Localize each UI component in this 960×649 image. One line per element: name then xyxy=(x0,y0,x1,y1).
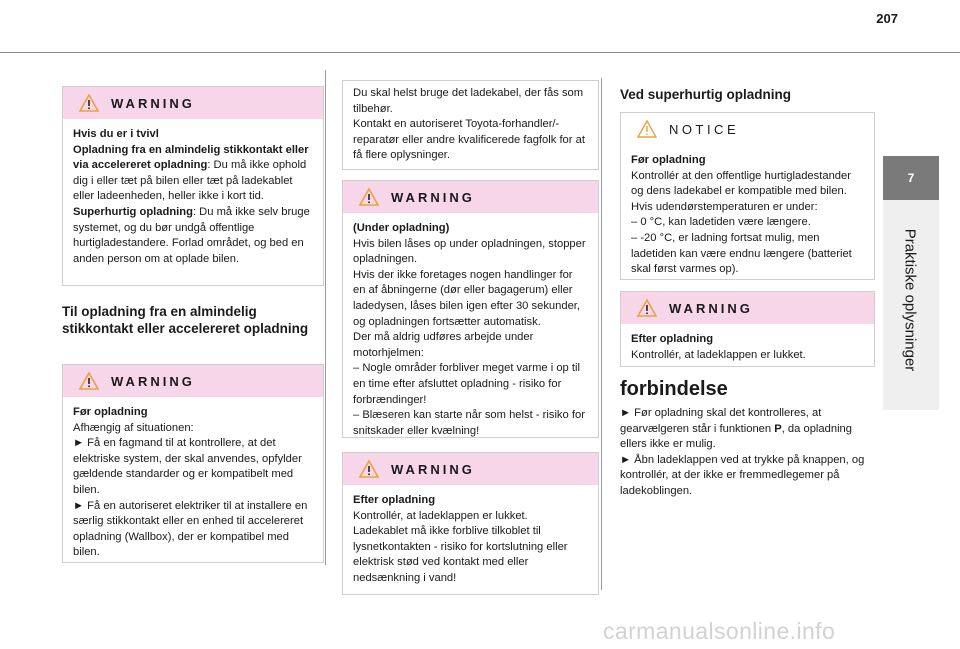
bold-term: Opladning fra en almindelig stikkontakt eller via accelereret opladning xyxy=(73,143,309,172)
warning-triangle-icon xyxy=(637,299,657,317)
chapter-tab[interactable]: 7 xyxy=(883,156,939,200)
warning-body xyxy=(343,485,598,595)
warning-header xyxy=(63,87,323,119)
warning-title: Efter opladning xyxy=(353,494,436,506)
column-divider xyxy=(601,78,602,590)
warning-box xyxy=(342,452,599,595)
warning-paragraph xyxy=(73,143,313,205)
warning-header xyxy=(343,181,598,213)
warning-label: WARNING xyxy=(111,373,195,389)
warning-label: WARNING xyxy=(391,461,475,477)
warning-title: Før opladning xyxy=(73,406,148,418)
warning-triangle-icon xyxy=(79,372,99,390)
warning-title: Efter opladning xyxy=(631,333,714,345)
info-box xyxy=(342,80,599,170)
warning-paragraph: Afhængig af situationen: xyxy=(73,421,194,434)
watermark: carmanualsonline.info xyxy=(603,618,836,644)
warning-header xyxy=(343,453,598,485)
warning-triangle-icon xyxy=(79,94,99,112)
warning-label: WARNING xyxy=(391,189,475,205)
section-heading: Ved superhurtig opladning xyxy=(620,87,792,102)
warning-title: Hvis du er i tvivl xyxy=(73,128,159,140)
warning-body xyxy=(63,397,323,569)
bold-term: Superhurtig opladning xyxy=(73,205,193,218)
notice-paragraph: Kontrollér at den offentlige hurtigladestander og dens ladekabel er kompatible med bilen. xyxy=(631,169,851,198)
page-number: 207 xyxy=(876,11,898,26)
warning-header xyxy=(63,365,323,397)
notice-paragraph: – 0 °C, kan ladetiden være længere. xyxy=(631,216,811,229)
notice-box xyxy=(620,112,875,280)
warning-paragraph xyxy=(73,205,313,267)
chapter-title: Praktiske oplysninger xyxy=(901,228,919,372)
warning-paragraph: ► Få en fagmand til at kontrollere, at det elektriske system, der skal anvendes, opfylder gældende standarder og er kompatibelt med bilen. xyxy=(73,437,302,496)
warning-paragraph: Der må aldrig udføres arbejde under motorhjelmen: xyxy=(353,331,534,359)
warning-body xyxy=(63,119,323,275)
body-paragraph: ► Åbn ladeklappen ved at trykke på knappen, og kontrollér, at der ikke er fremmedlegemer på ladekoblingen. xyxy=(620,453,865,497)
warning-paragraph: Hvis der ikke foretages nogen handlinger for en af åbningerne (dør eller bagagerum) eller ladedysen, låses bilen igen efter 30 sekunder, og opladningen fortsætter automatisk. xyxy=(353,268,581,328)
notice-body xyxy=(621,145,874,286)
warning-paragraph: Kontrollér, at ladeklappen er lukket. xyxy=(353,509,528,522)
warning-triangle-icon xyxy=(359,460,379,478)
warning-title: (Under opladning) xyxy=(353,222,450,234)
notice-paragraph: – -20 °C, er ladning fortsat mulig, men ladetiden kan være endnu længere (batteriet skal først varmes op). xyxy=(631,231,852,276)
notice-triangle-icon xyxy=(637,120,657,138)
bold-term: P xyxy=(774,422,782,435)
warning-paragraph: Hvis bilen låses op under opladningen, stopper opladningen. xyxy=(353,237,586,266)
body-text xyxy=(620,406,870,500)
warning-paragraph: – Blæseren kan starte når som helst - risiko for snitskader eller kvælning! xyxy=(353,409,585,437)
paragraph-text: ► Før opladning skal det kontrolleres, at gearvælgeren står i funktionen xyxy=(620,407,822,435)
body-paragraph xyxy=(620,406,870,453)
paragraph-text: : Du må ikke selv bruge systemet, og du bør undgå offentlige hurtigladestandere. Forlad området, og bed en anden person om at oplade bilen. xyxy=(73,205,310,265)
warning-paragraph: ► Få en autoriseret elektriker til at installere en særlig stikkontakt eller en enhed til accelereret opladning (Wallbox), der er kompatibel med bilen. xyxy=(73,499,308,559)
warning-paragraph: Kontrollér, at ladeklappen er lukket. xyxy=(631,348,806,361)
warning-header xyxy=(621,292,874,324)
header-divider xyxy=(0,52,960,53)
warning-body xyxy=(621,324,874,371)
warning-box xyxy=(620,291,875,367)
section-title: forbindelse xyxy=(620,378,728,400)
paragraph-text: , da opladning ellers ikke er mulig. xyxy=(620,422,852,451)
notice-paragraph: Hvis udendørstemperaturen er under: xyxy=(631,200,818,213)
warning-body xyxy=(343,213,598,447)
warning-label: WARNING xyxy=(111,95,195,111)
info-text: Du skal helst bruge det ladekabel, der fås som tilbehør. Kontakt en autoriseret Toyota-forhandler/-reparatør eller andre kvalificerede fagfolk for at få flere oplysninger. xyxy=(353,87,585,162)
warning-box xyxy=(62,86,324,286)
warning-box xyxy=(62,364,324,563)
paragraph-text: : Du må ikke ophold dig i eller tæt på bilen eller tæt på ladekablet eller ladeenheden, heller ikke i kort tid. xyxy=(73,159,307,203)
notice-title: Før opladning xyxy=(631,154,706,166)
notice-header xyxy=(621,113,874,145)
warning-paragraph: Ladekablet må ikke forblive tilkoblet til lysnetkontakten - risiko for kortslutning eller elektrisk stød ved kontakt med eller nedsænkning i vand! xyxy=(353,525,568,584)
warning-triangle-icon xyxy=(359,188,379,206)
warning-paragraph: – Nogle områder forbliver meget varme i op til en time efter afsluttet opladning - risiko for forbrændinger! xyxy=(353,362,580,406)
notice-label: NOTICE xyxy=(669,121,740,137)
warning-label: WARNING xyxy=(669,300,753,316)
section-heading: Til opladning fra en almindelig stikkontakt eller accelereret opladning xyxy=(62,304,309,336)
warning-box xyxy=(342,180,599,438)
column-divider xyxy=(325,70,326,565)
